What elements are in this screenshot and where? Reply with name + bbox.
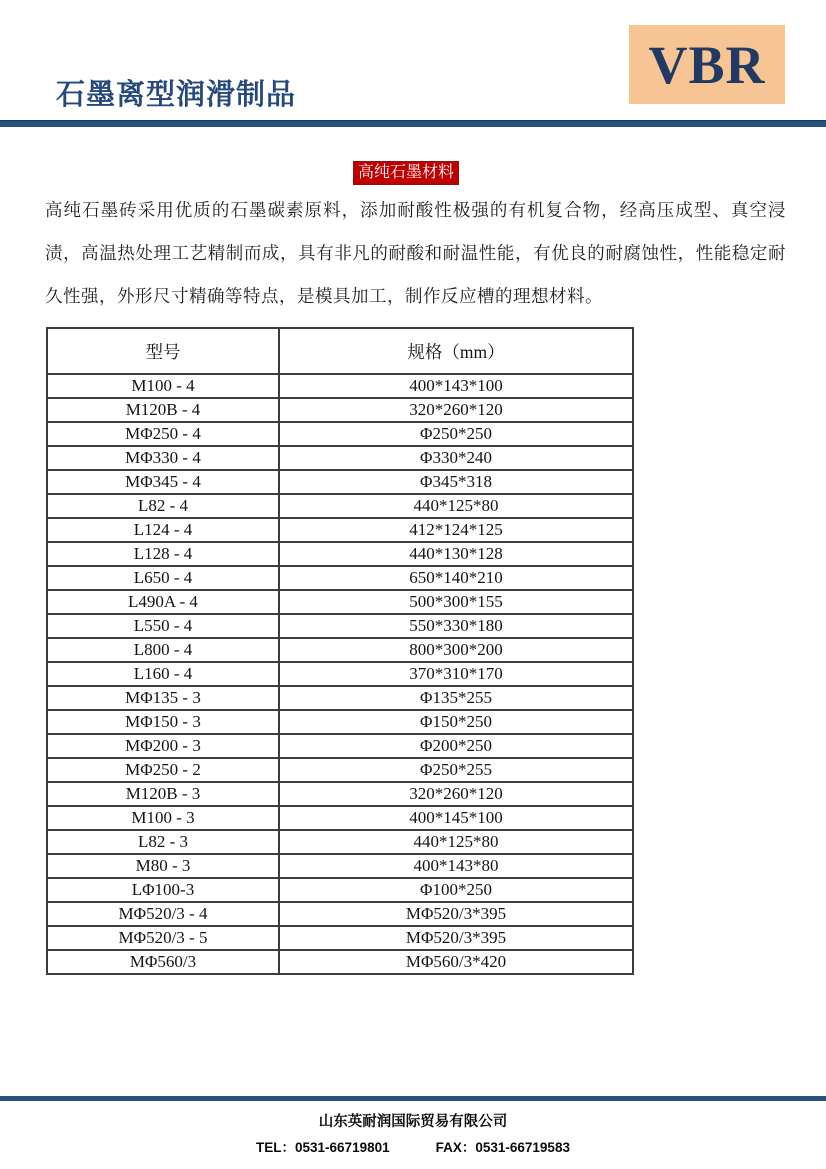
table-cell: 440*125*80	[279, 494, 633, 518]
table-row	[47, 662, 633, 686]
table-cell: MΦ250 - 2	[47, 758, 279, 782]
footer-divider-bar	[0, 1096, 826, 1101]
table-cell: M80 - 3	[47, 854, 279, 878]
table-cell: 650*140*210	[279, 566, 633, 590]
column-header-spec: 规格（mm）	[279, 328, 633, 374]
table-cell: MΦ200 - 3	[47, 734, 279, 758]
footer-tel: TEL：0531-66719801	[256, 1140, 390, 1155]
table-row	[47, 422, 633, 446]
company-logo	[629, 25, 785, 104]
table-row	[47, 494, 633, 518]
table-row	[47, 734, 633, 758]
table-cell: L124 - 4	[47, 518, 279, 542]
table-row	[47, 446, 633, 470]
table-cell: 440*130*128	[279, 542, 633, 566]
table-cell: Φ200*250	[279, 734, 633, 758]
table-cell: MΦ520/3*395	[279, 926, 633, 950]
table-cell: L82 - 3	[47, 830, 279, 854]
table-cell: L160 - 4	[47, 662, 279, 686]
table-row	[47, 782, 633, 806]
table-cell: Φ100*250	[279, 878, 633, 902]
logo-text: VBR	[648, 34, 766, 95]
table-row	[47, 902, 633, 926]
table-cell: 800*300*200	[279, 638, 633, 662]
table-cell: L650 - 4	[47, 566, 279, 590]
header-divider-bar	[0, 120, 826, 127]
table-cell: M120B - 3	[47, 782, 279, 806]
footer-contact-line	[0, 1136, 826, 1156]
table-row	[47, 542, 633, 566]
table-cell: L490A - 4	[47, 590, 279, 614]
section-heading: 高纯石墨材料	[353, 161, 459, 185]
table-cell: MΦ135 - 3	[47, 686, 279, 710]
table-cell: 412*124*125	[279, 518, 633, 542]
table-cell: MΦ330 - 4	[47, 446, 279, 470]
table-cell: M100 - 4	[47, 374, 279, 398]
table-cell: Φ250*250	[279, 422, 633, 446]
table-cell: MΦ520/3 - 5	[47, 926, 279, 950]
footer-company-name: 山东英耐润国际贸易有限公司	[318, 1114, 508, 1130]
table-cell: MΦ345 - 4	[47, 470, 279, 494]
spec-table-container	[46, 327, 638, 1032]
table-row	[47, 518, 633, 542]
table-row	[47, 806, 633, 830]
table-row	[47, 830, 633, 854]
table-row	[47, 614, 633, 638]
table-cell: MΦ560/3*420	[279, 950, 633, 974]
table-cell: 320*260*120	[279, 398, 633, 422]
table-cell: M120B - 4	[47, 398, 279, 422]
table-cell: 440*125*80	[279, 830, 633, 854]
table-cell: 400*145*100	[279, 806, 633, 830]
page-title: 石墨离型润滑制品	[56, 79, 297, 111]
table-row	[47, 854, 633, 878]
table-row	[47, 878, 633, 902]
table-row	[47, 758, 633, 782]
footer-fax: FAX：0531-66719583	[435, 1140, 570, 1155]
table-cell: 370*310*170	[279, 662, 633, 686]
table-cell: LΦ100-3	[47, 878, 279, 902]
table-cell: MΦ560/3	[47, 950, 279, 974]
table-cell: L82 - 4	[47, 494, 279, 518]
table-row	[47, 398, 633, 422]
table-header-row	[47, 328, 633, 374]
table-row	[47, 950, 633, 974]
table-cell: 320*260*120	[279, 782, 633, 806]
table-cell: Φ150*250	[279, 710, 633, 734]
table-cell: Φ135*255	[279, 686, 633, 710]
table-cell: Φ330*240	[279, 446, 633, 470]
table-row	[47, 470, 633, 494]
table-row	[47, 710, 633, 734]
spec-table	[46, 327, 634, 975]
column-header-model: 型号	[47, 328, 279, 374]
table-cell: MΦ520/3 - 4	[47, 902, 279, 926]
table-cell: 550*330*180	[279, 614, 633, 638]
table-cell: M100 - 3	[47, 806, 279, 830]
table-cell: MΦ250 - 4	[47, 422, 279, 446]
table-cell: MΦ150 - 3	[47, 710, 279, 734]
table-cell: L800 - 4	[47, 638, 279, 662]
table-cell: 400*143*80	[279, 854, 633, 878]
spec-table-body	[47, 374, 633, 974]
table-cell: L128 - 4	[47, 542, 279, 566]
table-cell: Φ345*318	[279, 470, 633, 494]
table-cell: L550 - 4	[47, 614, 279, 638]
table-row	[47, 590, 633, 614]
table-cell: 500*300*155	[279, 590, 633, 614]
table-cell: MΦ520/3*395	[279, 902, 633, 926]
intro-paragraph: 高纯石墨砖采用优质的石墨碳素原料，添加耐酸性极强的有机复合物，经高压成型、真空浸渍，高温热处理工艺精制而成，具有非凡的耐酸和耐温性能，有优良的耐腐蚀性，性能稳定耐久性强，外形尺寸精确等特点，是模具加工，制作反应槽的理想材料。	[45, 200, 786, 306]
table-row	[47, 566, 633, 590]
table-cell: 400*143*100	[279, 374, 633, 398]
table-row	[47, 686, 633, 710]
table-row	[47, 374, 633, 398]
table-row	[47, 638, 633, 662]
table-cell: Φ250*255	[279, 758, 633, 782]
table-row	[47, 926, 633, 950]
